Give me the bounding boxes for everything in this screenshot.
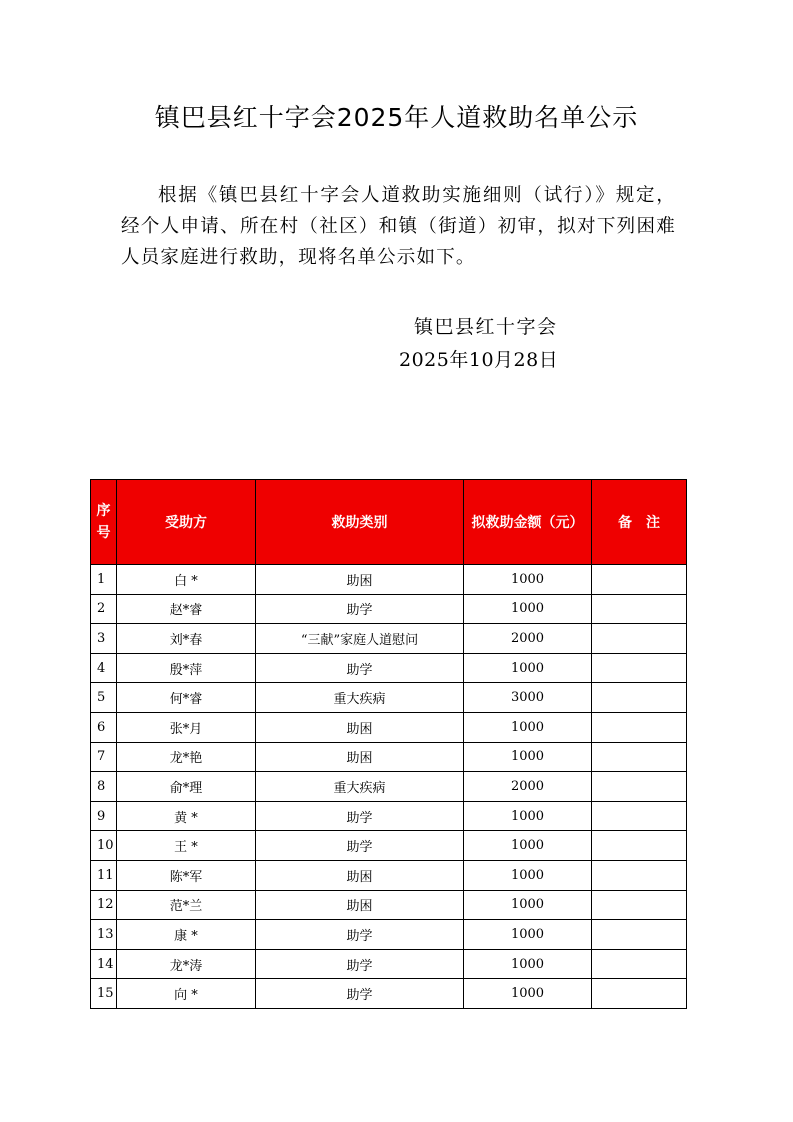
remark-cell: [592, 890, 687, 920]
aid-amount: 2000: [464, 624, 592, 654]
recipient-name: 殷*萍: [117, 653, 256, 683]
remark-cell: [592, 594, 687, 624]
aid-type: 助困: [256, 565, 464, 595]
remark-cell: [592, 831, 687, 861]
row-number: 11: [91, 860, 117, 890]
recipient-name: 龙*涛: [117, 949, 256, 979]
row-number: 6: [91, 712, 117, 742]
recipient-table: [90, 479, 687, 1009]
aid-type: 助学: [256, 653, 464, 683]
table-row: [91, 683, 687, 713]
table-row: [91, 920, 687, 950]
header-amount: 拟救助金额（元）: [464, 480, 592, 565]
remark-cell: [592, 712, 687, 742]
table-row: [91, 565, 687, 595]
recipient-name: 龙*艳: [117, 742, 256, 772]
remark-cell: [592, 683, 687, 713]
aid-amount: 3000: [464, 683, 592, 713]
table-row: [91, 860, 687, 890]
row-number: 8: [91, 772, 117, 802]
page-title: 镇巴县红十字会2025年人道救助名单公示: [154, 103, 639, 132]
aid-type: “三献”家庭人道慰问: [256, 624, 464, 654]
remark-cell: [592, 624, 687, 654]
aid-amount: 1000: [464, 949, 592, 979]
remark-cell: [592, 920, 687, 950]
remark-cell: [592, 801, 687, 831]
aid-amount: 1000: [464, 831, 592, 861]
aid-amount: 1000: [464, 742, 592, 772]
table-row: [91, 742, 687, 772]
row-number: 14: [91, 949, 117, 979]
table-row: [91, 712, 687, 742]
header-seq-line2: 号: [96, 525, 111, 541]
signature-org: 镇巴县红十字会: [414, 316, 558, 338]
intro-paragraph: 根据《镇巴县红十字会人道救助实施细则（试行）》规定，经个人申请、所在村（社区）和镇（街道）初审，拟对下列困难人员家庭进行救助，现将名单公示如下。: [121, 185, 676, 268]
table-row: [91, 979, 687, 1009]
signature-date: 2025年10月28日: [399, 349, 559, 371]
aid-amount: 1000: [464, 890, 592, 920]
aid-amount: 1000: [464, 653, 592, 683]
row-number: 15: [91, 979, 117, 1009]
row-number: 12: [91, 890, 117, 920]
remark-cell: [592, 860, 687, 890]
recipient-name: 黄 *: [117, 801, 256, 831]
recipient-name: 俞*理: [117, 772, 256, 802]
recipient-name: 张*月: [117, 712, 256, 742]
table-row: [91, 772, 687, 802]
header-type: 救助类别: [256, 480, 464, 565]
row-number: 5: [91, 683, 117, 713]
row-number: 7: [91, 742, 117, 772]
row-number: 1: [91, 565, 117, 595]
aid-amount: 1000: [464, 920, 592, 950]
table-body: [91, 565, 687, 1009]
aid-amount: 1000: [464, 565, 592, 595]
remark-cell: [592, 772, 687, 802]
row-number: 13: [91, 920, 117, 950]
table-header-row: [91, 480, 687, 565]
aid-type: 助困: [256, 860, 464, 890]
header-remark: 备 注: [592, 480, 687, 565]
recipient-name: 何*睿: [117, 683, 256, 713]
row-number: 4: [91, 653, 117, 683]
aid-amount: 2000: [464, 772, 592, 802]
remark-cell: [592, 565, 687, 595]
aid-type: 助学: [256, 949, 464, 979]
aid-amount: 1000: [464, 801, 592, 831]
aid-type: 助学: [256, 831, 464, 861]
aid-type: 助学: [256, 801, 464, 831]
recipient-name: 刘*春: [117, 624, 256, 654]
recipient-name: 康 *: [117, 920, 256, 950]
row-number: 3: [91, 624, 117, 654]
header-seq: [91, 480, 117, 565]
recipient-name: 范*兰: [117, 890, 256, 920]
recipient-name: 陈*军: [117, 860, 256, 890]
recipient-name: 向 *: [117, 979, 256, 1009]
aid-type: 助困: [256, 742, 464, 772]
row-number: 10: [91, 831, 117, 861]
remark-cell: [592, 979, 687, 1009]
table-row: [91, 801, 687, 831]
remark-cell: [592, 742, 687, 772]
aid-type: 重大疾病: [256, 772, 464, 802]
aid-amount: 1000: [464, 979, 592, 1009]
table-row: [91, 949, 687, 979]
header-recipient: 受助方: [117, 480, 256, 565]
recipient-name: 赵*睿: [117, 594, 256, 624]
aid-type: 重大疾病: [256, 683, 464, 713]
table-row: [91, 594, 687, 624]
row-number: 9: [91, 801, 117, 831]
aid-type: 助学: [256, 594, 464, 624]
table-row: [91, 653, 687, 683]
recipient-name: 白 *: [117, 565, 256, 595]
remark-cell: [592, 949, 687, 979]
aid-type: 助学: [256, 920, 464, 950]
table-row: [91, 624, 687, 654]
table-row: [91, 890, 687, 920]
aid-type: 助困: [256, 890, 464, 920]
header-seq-line1: 序: [96, 503, 111, 519]
recipient-name: 王 *: [117, 831, 256, 861]
aid-type: 助困: [256, 712, 464, 742]
aid-amount: 1000: [464, 860, 592, 890]
aid-amount: 1000: [464, 712, 592, 742]
row-number: 2: [91, 594, 117, 624]
remark-cell: [592, 653, 687, 683]
aid-type: 助学: [256, 979, 464, 1009]
aid-amount: 1000: [464, 594, 592, 624]
table-row: [91, 831, 687, 861]
